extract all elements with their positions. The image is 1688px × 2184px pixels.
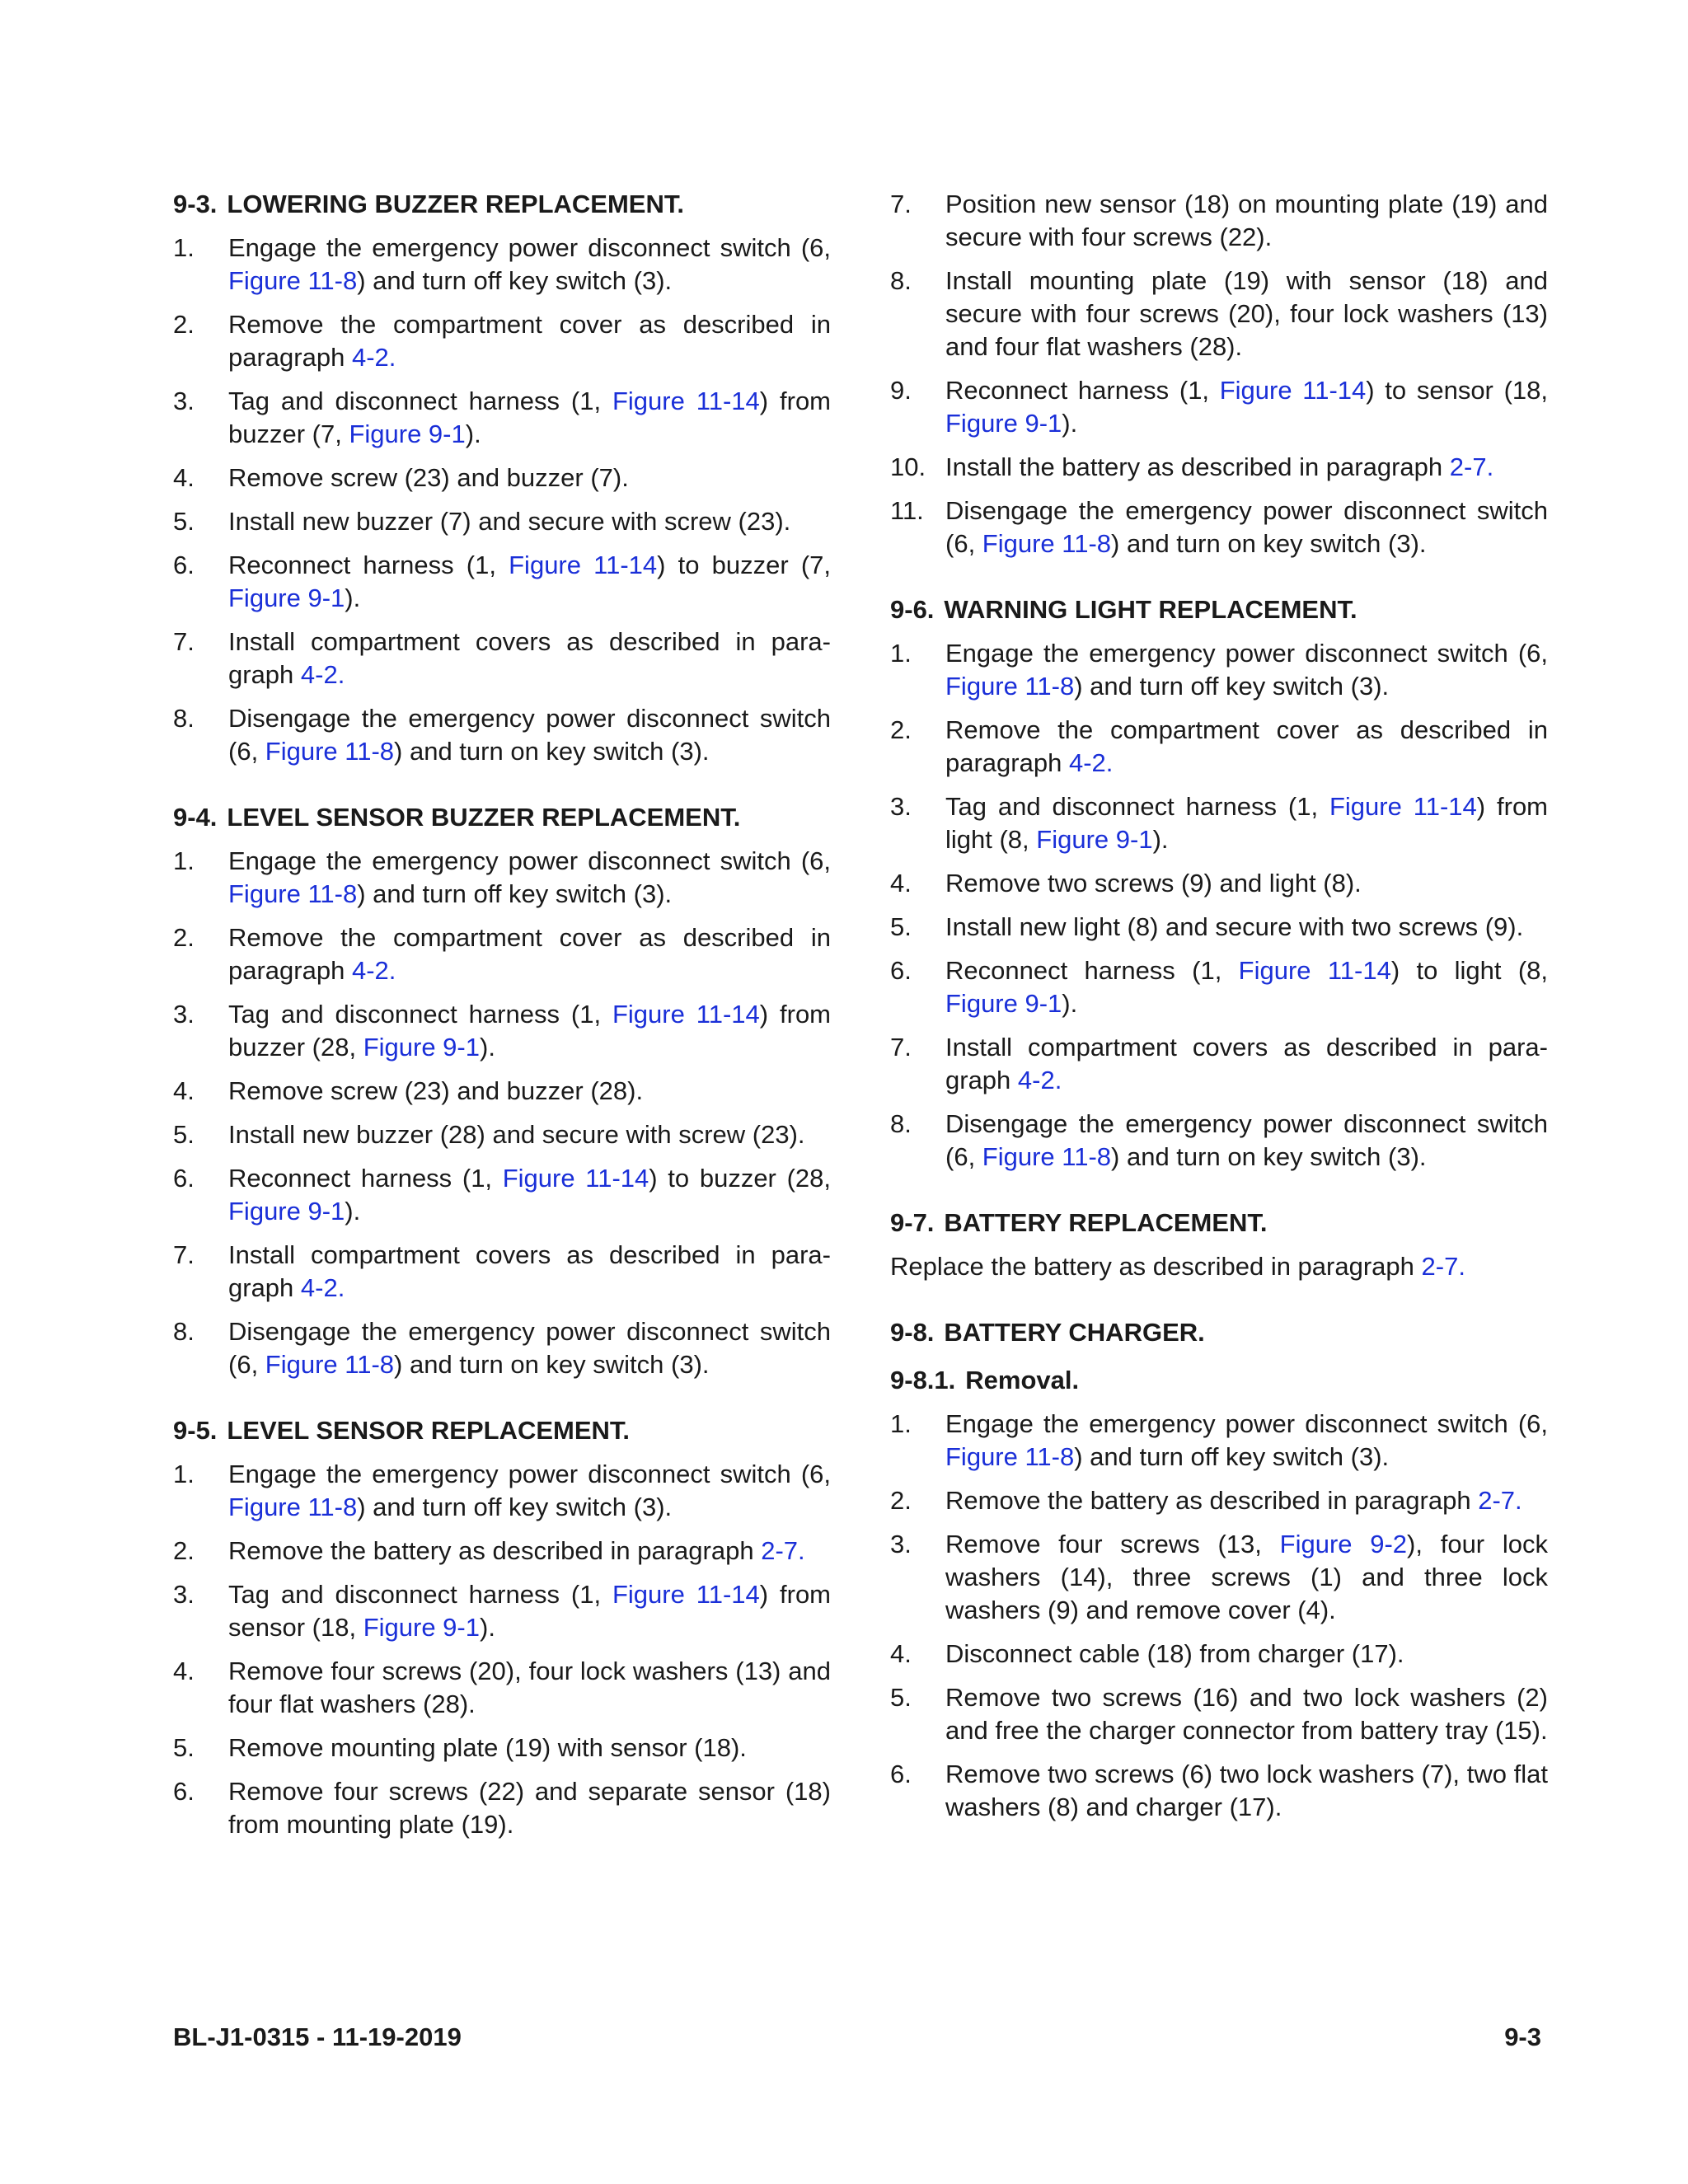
cross-reference-link[interactable]: Figure 9-1: [228, 1197, 345, 1226]
step-number: 11.: [890, 496, 924, 525]
step-number: 6.: [173, 1777, 195, 1806]
cross-reference-link[interactable]: 4-2.: [351, 343, 396, 372]
step-number: 7.: [173, 1240, 195, 1269]
step-text-fragment: Install the battery as described in paragraph: [945, 452, 1450, 481]
step-text: [228, 1458, 831, 1524]
step-text-fragment: Replace the battery as described in paragraph: [890, 1252, 1422, 1281]
cross-reference-link[interactable]: Figure 11-8: [228, 266, 358, 295]
procedure-step: [173, 385, 831, 451]
cross-reference-link[interactable]: Figure 9-1: [228, 583, 345, 612]
step-text-fragment: Install compartment covers as described in para-graph: [228, 627, 831, 689]
procedure-step: [173, 1578, 831, 1644]
step-text: [945, 1681, 1548, 1747]
cross-reference-link[interactable]: Figure 11-14: [1238, 956, 1391, 985]
step-text-fragment: Install compartment covers as described in para-graph: [228, 1240, 831, 1302]
step-text-fragment: Disengage the emergency power disconnect switch (6,: [228, 704, 831, 766]
section-heading: [890, 1207, 1548, 1240]
step-text: [228, 1775, 831, 1841]
step-number: 1.: [173, 1460, 195, 1488]
step-text-fragment: Remove four screws (13,: [945, 1530, 1280, 1558]
step-text-fragment: Remove the battery as described in paragraph: [228, 1536, 762, 1565]
procedure-step: [890, 188, 1548, 254]
left-column: [173, 188, 831, 1874]
step-text-fragment: ).: [465, 419, 481, 448]
step-text-fragment: ) and turn off key switch (3).: [357, 879, 673, 908]
step-text: [228, 1075, 831, 1108]
step-text-fragment: Tag and disconnect harness (1,: [228, 1000, 612, 1029]
cross-reference-link[interactable]: Figure 11-8: [228, 1493, 358, 1521]
step-text: [945, 1484, 1548, 1517]
step-text: [228, 1732, 831, 1765]
step-text: [228, 232, 831, 298]
step-text-fragment: Remove the compartment cover as described in paragraph: [228, 923, 831, 985]
step-text-fragment: ).: [480, 1613, 495, 1642]
procedure-steps: [890, 1408, 1548, 1824]
step-text: [945, 954, 1548, 1020]
step-text-fragment: Disengage the emergency power disconnect switch (6,: [228, 1317, 831, 1379]
section-number: 9-3.: [173, 190, 218, 218]
step-text-fragment: Tag and disconnect harness (1,: [228, 1580, 612, 1609]
step-text: [228, 626, 831, 691]
step-text: [228, 1315, 831, 1381]
step-text: [228, 1239, 831, 1305]
step-number: 6.: [173, 551, 195, 579]
step-number: 4.: [890, 869, 912, 898]
step-text-fragment: ) from buzzer (7,: [228, 387, 832, 448]
step-number: 7.: [173, 627, 195, 656]
step-text: [228, 1578, 831, 1644]
step-text-fragment: Reconnect harness (1,: [228, 1164, 503, 1193]
step-text-fragment: ) and turn off key switch (3).: [1074, 1442, 1390, 1471]
step-text-fragment: Reconnect harness (1,: [945, 376, 1220, 405]
step-text: [945, 1528, 1548, 1627]
procedure-steps: [890, 188, 1548, 560]
cross-reference-link[interactable]: 2-7.: [1449, 452, 1494, 481]
section-number: 9-6.: [890, 595, 935, 624]
step-text-fragment: ) and turn on key switch (3).: [1111, 529, 1427, 558]
step-number: 3.: [173, 1000, 195, 1029]
cross-reference-link[interactable]: 2-7.: [761, 1536, 805, 1565]
step-number: 3.: [890, 792, 912, 821]
step-number: 4.: [173, 1076, 195, 1105]
procedure-step: [890, 374, 1548, 440]
section-heading: [173, 801, 831, 834]
section-paragraph: [890, 1250, 1548, 1283]
section-title: BATTERY REPLACEMENT.: [944, 1208, 1268, 1237]
procedure-step: [890, 494, 1548, 560]
step-number: 3.: [890, 1530, 912, 1558]
step-text-fragment: ), four lock washers (14), three screws (1) and three lock washers (9) and remove cover (4).: [945, 1530, 1548, 1624]
cross-reference-link[interactable]: Figure 11-8: [982, 1142, 1112, 1171]
section-number: 9-8.: [890, 1318, 935, 1347]
cross-reference-link[interactable]: Figure 11-14: [509, 551, 658, 579]
step-text: [945, 790, 1548, 856]
step-text-fragment: ).: [480, 1033, 495, 1062]
step-text: [945, 188, 1548, 254]
step-number: 4.: [173, 1657, 195, 1685]
section-title: BATTERY CHARGER.: [944, 1318, 1205, 1347]
procedure-step: [890, 911, 1548, 944]
cross-reference-link[interactable]: Figure 11-8: [228, 879, 358, 908]
section-title: Removal.: [965, 1366, 1080, 1394]
procedure-step: [173, 998, 831, 1064]
procedure-step: [173, 921, 831, 987]
step-text-fragment: ) and turn on key switch (3).: [394, 1350, 710, 1379]
step-text-fragment: Remove the compartment cover as described in paragraph: [228, 310, 831, 372]
cross-reference-link[interactable]: Figure 9-2: [1279, 1530, 1408, 1558]
step-text-fragment: ) from light (8,: [945, 792, 1549, 854]
procedure-step: [173, 505, 831, 538]
step-text-fragment: ) from sensor (18,: [228, 1580, 832, 1642]
step-number: 6.: [173, 1164, 195, 1193]
procedure-step: [173, 1458, 831, 1524]
step-text-fragment: Reconnect harness (1,: [228, 551, 509, 579]
step-text: [228, 998, 831, 1064]
step-text: [945, 1408, 1548, 1474]
procedure-step: [173, 1162, 831, 1228]
step-text-fragment: ) and turn off key switch (3).: [357, 266, 673, 295]
step-text-fragment: Tag and disconnect harness (1,: [228, 387, 612, 415]
cross-reference-link[interactable]: Figure 9-1: [349, 419, 466, 448]
section-title: LEVEL SENSOR BUZZER REPLACEMENT.: [227, 803, 741, 832]
cross-reference-link[interactable]: Figure 9-1: [363, 1033, 480, 1062]
section-number: 9-4.: [173, 803, 218, 832]
cross-reference-link[interactable]: Figure 9-1: [1036, 825, 1153, 854]
cross-reference-link[interactable]: Figure 11-8: [945, 672, 1075, 701]
step-number: 1.: [173, 846, 195, 875]
procedure-step: [890, 954, 1548, 1020]
step-text: [945, 1758, 1548, 1824]
cross-reference-link[interactable]: Figure 9-1: [945, 989, 1062, 1018]
step-text: [228, 1535, 831, 1568]
procedure-step: [890, 1408, 1548, 1474]
step-text-fragment: Install new buzzer (28) and secure with screw (23).: [228, 1120, 805, 1149]
step-text: [228, 549, 831, 615]
step-number: 6.: [890, 1760, 912, 1788]
step-text-fragment: ) from buzzer (28,: [228, 1000, 832, 1062]
step-number: 5.: [173, 507, 195, 536]
step-text: [945, 714, 1548, 780]
step-number: 8.: [173, 704, 195, 733]
footer-page-number: 9-3: [1504, 2022, 1541, 2051]
step-text-fragment: Install compartment covers as described in para-graph: [945, 1033, 1548, 1094]
step-text: [228, 1162, 831, 1228]
step-number: 1.: [890, 1409, 912, 1438]
step-text: [945, 867, 1548, 900]
procedure-step: [890, 714, 1548, 780]
step-number: 7.: [890, 1033, 912, 1062]
step-number: 1.: [173, 233, 195, 262]
step-text-fragment: Remove four screws (22) and separate sensor (18) from mounting plate (19).: [228, 1777, 831, 1839]
cross-reference-link[interactable]: Figure 11-14: [1329, 792, 1477, 821]
section-number: 9-5.: [173, 1416, 218, 1445]
cross-reference-link[interactable]: Figure 11-8: [265, 1350, 395, 1379]
step-text-fragment: Install mounting plate (19) with sensor (18) and secure with four screws (20), four lock washers (13) and four flat washers (28).: [945, 266, 1548, 361]
step-text-fragment: Disconnect cable (18) from charger (17).: [945, 1639, 1404, 1668]
cross-reference-link[interactable]: Figure 9-1: [945, 409, 1062, 438]
step-number: 5.: [890, 1683, 912, 1712]
cross-reference-link[interactable]: Figure 11-14: [612, 1000, 760, 1029]
step-number: 4.: [173, 463, 195, 492]
procedure-steps: [173, 1458, 831, 1841]
step-number: 2.: [173, 923, 195, 952]
cross-reference-link[interactable]: 4-2.: [351, 956, 396, 985]
cross-reference-link[interactable]: 2-7.: [1478, 1486, 1522, 1515]
step-number: 3.: [173, 387, 195, 415]
step-text: [228, 505, 831, 538]
procedure-step: [173, 462, 831, 494]
step-text-fragment: Remove two screws (9) and light (8).: [945, 869, 1362, 898]
step-text: [945, 1031, 1548, 1097]
step-text: [228, 385, 831, 451]
step-text-fragment: ).: [345, 1197, 361, 1226]
cross-reference-link[interactable]: Figure 11-8: [982, 529, 1112, 558]
step-text-fragment: Reconnect harness (1,: [945, 956, 1239, 985]
procedure-steps: [890, 637, 1548, 1174]
procedure-step: [890, 1681, 1548, 1747]
section-number: 9-8.1.: [890, 1366, 956, 1394]
step-text: [945, 374, 1548, 440]
step-text-fragment: ).: [1062, 409, 1078, 438]
cross-reference-link[interactable]: Figure 9-1: [363, 1613, 480, 1642]
step-text-fragment: Remove the battery as described in paragraph: [945, 1486, 1479, 1515]
cross-reference-link[interactable]: Figure 11-14: [1219, 376, 1367, 405]
procedure-step: [173, 308, 831, 374]
step-text-fragment: ).: [345, 583, 361, 612]
step-text-fragment: Remove mounting plate (19) with sensor (18).: [228, 1733, 747, 1762]
procedure-steps: [173, 232, 831, 768]
cross-reference-link[interactable]: Figure 11-8: [945, 1442, 1075, 1471]
step-text-fragment: ).: [1152, 825, 1169, 854]
section-title: LOWERING BUZZER REPLACEMENT.: [227, 190, 684, 218]
step-text-fragment: Engage the emergency power disconnect switch (6,: [228, 233, 831, 262]
section-title: LEVEL SENSOR REPLACEMENT.: [227, 1416, 631, 1445]
procedure-step: [173, 1239, 831, 1305]
step-number: 2.: [173, 1536, 195, 1565]
procedure-step: [890, 265, 1548, 363]
step-number: 6.: [890, 956, 912, 985]
procedure-step: [173, 702, 831, 768]
step-text-fragment: Remove two screws (6) two lock washers (7), two flat washers (8) and charger (17).: [945, 1760, 1548, 1821]
step-text: [945, 911, 1548, 944]
procedure-step: [173, 845, 831, 911]
step-number: 8.: [890, 1109, 912, 1138]
procedure-step: [173, 1075, 831, 1108]
procedure-step: [890, 1108, 1548, 1174]
procedure-steps: [173, 845, 831, 1381]
step-text: [228, 462, 831, 494]
procedure-step: [890, 1031, 1548, 1097]
procedure-step: [173, 626, 831, 691]
step-text-fragment: ) to buzzer (7,: [657, 551, 831, 579]
procedure-step: [173, 1732, 831, 1765]
step-text-fragment: ) to sensor (18,: [1366, 376, 1548, 405]
step-text-fragment: Remove the compartment cover as described in paragraph: [945, 715, 1548, 777]
step-number: 4.: [890, 1639, 912, 1668]
step-text-fragment: Engage the emergency power disconnect switch (6,: [945, 639, 1548, 668]
cross-reference-link[interactable]: Figure 11-8: [265, 737, 395, 766]
section-heading: [890, 593, 1548, 626]
section-title: WARNING LIGHT REPLACEMENT.: [944, 595, 1357, 624]
step-text-fragment: Position new sensor (18) on mounting plate (19) and secure with four screws (22).: [945, 190, 1548, 251]
step-text-fragment: ) to buzzer (28,: [649, 1164, 831, 1193]
step-text-fragment: ) and turn off key switch (3).: [357, 1493, 673, 1521]
step-text: [228, 308, 831, 374]
step-text-fragment: Remove screw (23) and buzzer (28).: [228, 1076, 644, 1105]
step-text: [945, 451, 1548, 484]
procedure-step: [890, 1638, 1548, 1671]
right-column: [890, 188, 1548, 1857]
step-number: 5.: [173, 1733, 195, 1762]
step-text: [945, 637, 1548, 703]
section-heading: [173, 1414, 831, 1447]
step-number: 8.: [173, 1317, 195, 1346]
step-text-fragment: ) and turn off key switch (3).: [1074, 672, 1390, 701]
step-text-fragment: Remove four screws (20), four lock washers (13) and four flat washers (28).: [228, 1657, 831, 1718]
step-number: 1.: [890, 639, 912, 668]
procedure-step: [173, 1118, 831, 1151]
step-text: [945, 494, 1548, 560]
step-text-fragment: Remove screw (23) and buzzer (7).: [228, 463, 629, 492]
step-text-fragment: ) and turn on key switch (3).: [1111, 1142, 1427, 1171]
procedure-step: [173, 1775, 831, 1841]
step-text: [945, 265, 1548, 363]
step-text-fragment: ) and turn on key switch (3).: [394, 737, 710, 766]
procedure-step: [890, 637, 1548, 703]
step-number: 2.: [173, 310, 195, 339]
step-number: 5.: [890, 912, 912, 941]
procedure-step: [890, 1758, 1548, 1824]
footer-document-id: BL-J1-0315 - 11-19-2019: [173, 2022, 462, 2051]
cross-reference-link[interactable]: Figure 11-14: [502, 1164, 649, 1193]
step-number: 5.: [173, 1120, 195, 1149]
cross-reference-link[interactable]: Figure 11-14: [612, 387, 760, 415]
step-text: [228, 845, 831, 911]
step-number: 8.: [890, 266, 912, 295]
procedure-step: [890, 790, 1548, 856]
step-text: [228, 1118, 831, 1151]
step-number: 2.: [890, 1486, 912, 1515]
section-heading: [890, 1316, 1548, 1349]
procedure-step: [173, 1655, 831, 1721]
step-text: [945, 1638, 1548, 1671]
procedure-step: [173, 232, 831, 298]
step-text-fragment: Engage the emergency power disconnect switch (6,: [228, 1460, 831, 1488]
procedure-step: [890, 1528, 1548, 1627]
cross-reference-link[interactable]: 4-2.: [300, 660, 345, 689]
procedure-step: [173, 549, 831, 615]
step-text: [228, 702, 831, 768]
step-text-fragment: Tag and disconnect harness (1,: [945, 792, 1329, 821]
cross-reference-link[interactable]: 4-2.: [300, 1273, 345, 1302]
step-text: [228, 921, 831, 987]
step-text: [228, 1655, 831, 1721]
step-text-fragment: ).: [1062, 989, 1078, 1018]
subsection-heading: [890, 1364, 1548, 1397]
step-text-fragment: Remove two screws (16) and two lock washers (2) and free the charger connector from battery tray (15).: [945, 1683, 1548, 1745]
section-heading: [173, 188, 831, 221]
cross-reference-link[interactable]: 4-2.: [1068, 748, 1114, 777]
step-text-fragment: Install new buzzer (7) and secure with screw (23).: [228, 507, 791, 536]
cross-reference-link[interactable]: 4-2.: [1017, 1066, 1062, 1094]
step-text: [945, 1108, 1548, 1174]
step-text-fragment: Engage the emergency power disconnect switch (6,: [945, 1409, 1548, 1438]
section-number: 9-7.: [890, 1208, 935, 1237]
step-text-fragment: Engage the emergency power disconnect switch (6,: [228, 846, 831, 875]
procedure-step: [173, 1315, 831, 1381]
step-number: 3.: [173, 1580, 195, 1609]
step-text-fragment: Disengage the emergency power disconnect switch (6,: [945, 1109, 1548, 1171]
step-number: 2.: [890, 715, 912, 744]
procedure-step: [890, 867, 1548, 900]
procedure-step: [890, 451, 1548, 484]
procedure-step: [890, 1484, 1548, 1517]
step-number: 9.: [890, 376, 912, 405]
step-number: 7.: [890, 190, 912, 218]
step-number: 10.: [890, 452, 926, 481]
step-text-fragment: Install new light (8) and secure with two screws (9).: [945, 912, 1524, 941]
step-text-fragment: Disengage the emergency power disconnect switch (6,: [945, 496, 1548, 558]
cross-reference-link[interactable]: 2-7.: [1421, 1252, 1465, 1281]
cross-reference-link[interactable]: Figure 11-14: [612, 1580, 760, 1609]
procedure-step: [173, 1535, 831, 1568]
step-text-fragment: ) to light (8,: [1390, 956, 1549, 985]
